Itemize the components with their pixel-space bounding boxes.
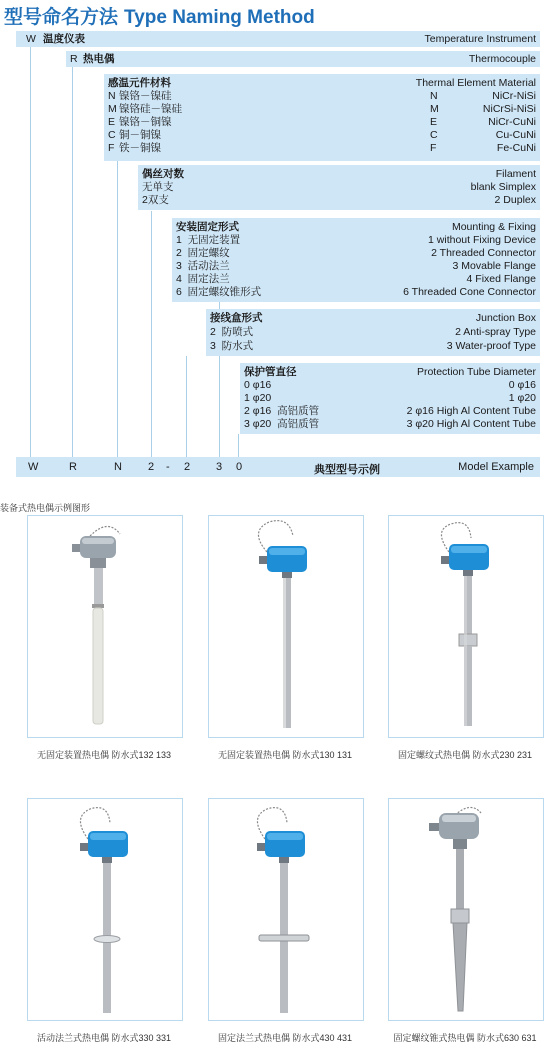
product-caption: 固定螺纹式热电偶 防水式230 231	[397, 750, 533, 760]
list-item	[206, 326, 540, 339]
tube-cn: 3 φ20 高铝质管	[244, 418, 320, 430]
junction-en: 2 Anti-spray Type	[455, 326, 536, 338]
product-caption: 无固定装置热电偶 防水式132 133	[36, 750, 172, 760]
level1-code: W	[26, 33, 36, 45]
mounting-cn: 3 活动法兰	[176, 260, 230, 272]
title-cn: 型号命名方法	[4, 7, 119, 28]
model-example-bar	[16, 457, 540, 477]
mounting-en: 3 Movable Flange	[452, 260, 536, 272]
level7-header-cn: 保护管直径	[244, 366, 297, 378]
material-cn: 镍铬硅－镍硅	[119, 103, 182, 115]
material-code-en: M	[430, 103, 439, 115]
band-thermocouple	[66, 51, 540, 67]
product-card[interactable]	[208, 515, 364, 738]
level3-header-cn: 感温元件材料	[108, 77, 171, 89]
page-title	[4, 2, 315, 29]
material-en: NiCrSi-NiSi	[482, 103, 536, 115]
material-code: F	[108, 142, 115, 154]
band-thermal-element-material	[104, 74, 540, 161]
thermocouple-image	[209, 799, 363, 1020]
tube-cn: 2 φ16 高铝质管	[244, 405, 320, 417]
list-item	[104, 116, 540, 129]
gallery-title: 装备式热电偶示例图形	[0, 503, 91, 513]
connector-line-0	[238, 434, 239, 457]
level5-header-en: Mounting & Fixing	[451, 221, 536, 233]
material-en: NiCr-NiSi	[492, 90, 536, 102]
list-item	[240, 379, 540, 392]
mounting-cn: 2 固定螺纹	[176, 247, 230, 259]
material-code: M	[108, 103, 117, 115]
example-code: 2	[148, 461, 155, 473]
list-item	[240, 405, 540, 418]
example-code: R	[69, 461, 77, 473]
list-item	[206, 340, 540, 353]
product-caption: 固定法兰式热电偶 防水式430 431	[217, 1033, 353, 1043]
band-filament	[138, 165, 540, 210]
list-item	[172, 286, 540, 299]
mounting-cn: 6 固定螺纹锥形式	[176, 286, 262, 298]
connector-line-n	[117, 160, 118, 457]
example-code: N	[114, 461, 122, 473]
band-protection-tube-diameter	[240, 363, 540, 434]
product-card[interactable]	[27, 515, 183, 738]
material-code-en: N	[430, 90, 438, 102]
level6-header-en: Junction Box	[475, 312, 536, 324]
material-code: E	[108, 116, 116, 128]
level5-header-cn: 安装固定形式	[176, 221, 239, 233]
level1-cn: 温度仪表	[43, 33, 85, 45]
list-item	[104, 103, 540, 116]
filament-en: blank Simplex	[470, 181, 536, 193]
product-card[interactable]	[388, 798, 544, 1021]
example-code: 0	[236, 461, 243, 473]
thermocouple-image	[28, 516, 182, 737]
junction-cn: 3 防水式	[210, 340, 254, 352]
example-label-cn: 典型型号示例	[314, 464, 380, 476]
list-item	[104, 142, 540, 155]
tube-en: 3 φ20 High Al Content Tube	[406, 418, 536, 430]
product-caption: 无固定装置热电偶 防水式130 131	[217, 750, 353, 760]
material-cn: 铜－铜镍	[119, 129, 161, 141]
material-en: Cu-CuNi	[495, 129, 536, 141]
list-item	[240, 392, 540, 405]
tube-6	[453, 923, 467, 1011]
level3-header-en: Thermal Element Material	[415, 77, 536, 89]
material-en: NiCr-CuNi	[488, 116, 536, 128]
tube-en: 2 φ16 High Al Content Tube	[406, 405, 536, 417]
material-code-en: C	[430, 129, 438, 141]
connector-line-w	[30, 45, 31, 457]
product-caption: 活动法兰式热电偶 防水式330 331	[36, 1033, 172, 1043]
material-code: C	[108, 129, 116, 141]
thermocouple-image	[389, 516, 543, 737]
mounting-en: 1 without Fixing Device	[428, 234, 536, 246]
cone-thread-6	[451, 909, 469, 923]
filament-cn: 无单支	[142, 181, 174, 193]
level1-en: Temperature Instrument	[424, 33, 536, 45]
level2-en: Thermocouple	[468, 53, 536, 65]
material-cn: 镍铬－铜镍	[119, 116, 172, 128]
mounting-cn: 4 固定法兰	[176, 273, 230, 285]
example-code: 3	[216, 461, 223, 473]
level6-header-cn: 接线盒形式	[210, 312, 263, 324]
level2-code: R	[70, 53, 78, 65]
product-caption: 固定螺纹锥式热电偶 防水式630 631	[393, 1033, 537, 1043]
list-item	[172, 260, 540, 273]
list-item	[172, 234, 540, 247]
list-item	[138, 194, 540, 207]
connector-line-3	[186, 356, 187, 457]
list-item	[172, 247, 540, 260]
level4-header-cn: 偶丝对数	[142, 168, 184, 180]
example-label-en: Model Example	[458, 461, 534, 473]
fixed-flange-5	[259, 935, 309, 941]
product-card[interactable]	[388, 515, 544, 738]
example-code: -	[166, 461, 170, 473]
band-mounting-fixing	[172, 218, 540, 302]
list-item	[138, 181, 540, 194]
tube-en: 1 φ20	[508, 392, 536, 404]
mounting-cn: 1 无固定装置	[176, 234, 241, 246]
level4-header-en: Filament	[495, 168, 536, 180]
material-code-en: E	[430, 116, 438, 128]
filament-cn: 2双支	[142, 194, 169, 206]
material-cn: 铁－铜镍	[119, 142, 161, 154]
title-en: Type Naming Method	[124, 7, 315, 28]
list-item	[240, 418, 540, 431]
junction-cn: 2 防喷式	[210, 326, 254, 338]
material-cn: 镍铬－镍硅	[119, 90, 172, 102]
band-temperature-instrument	[16, 31, 540, 47]
product-card[interactable]	[27, 798, 183, 1021]
filament-en: 2 Duplex	[494, 194, 536, 206]
product-card[interactable]	[208, 798, 364, 1021]
tube-cn: 0 φ16	[244, 379, 272, 391]
tube-en: 0 φ16	[508, 379, 536, 391]
list-item	[172, 273, 540, 286]
material-en: Fe-CuNi	[496, 142, 536, 154]
example-code: 2	[184, 461, 191, 473]
list-item	[104, 129, 540, 142]
movable-flange-4	[94, 936, 120, 943]
material-code-en: F	[430, 142, 437, 154]
level7-header-en: Protection Tube Diameter	[416, 366, 536, 378]
connector-line-r	[72, 66, 73, 457]
level2-cn: 热电偶	[83, 53, 115, 65]
thermocouple-image	[209, 516, 363, 737]
list-item	[104, 90, 540, 103]
mounting-en: 4 Fixed Flange	[466, 273, 536, 285]
example-code: W	[28, 461, 39, 473]
band-junction-box	[206, 309, 540, 356]
thermocouple-image	[28, 799, 182, 1020]
tube-1	[93, 608, 103, 724]
thermocouple-image	[389, 799, 543, 1020]
material-code: N	[108, 90, 116, 102]
mounting-en: 2 Threaded Connector	[431, 247, 536, 259]
junction-en: 3 Water-proof Type	[446, 340, 536, 352]
mounting-en: 6 Threaded Cone Connector	[403, 286, 536, 298]
connector-line-2	[151, 211, 152, 457]
tube-cn: 1 φ20	[244, 392, 272, 404]
fixed-thread-3	[459, 634, 477, 646]
